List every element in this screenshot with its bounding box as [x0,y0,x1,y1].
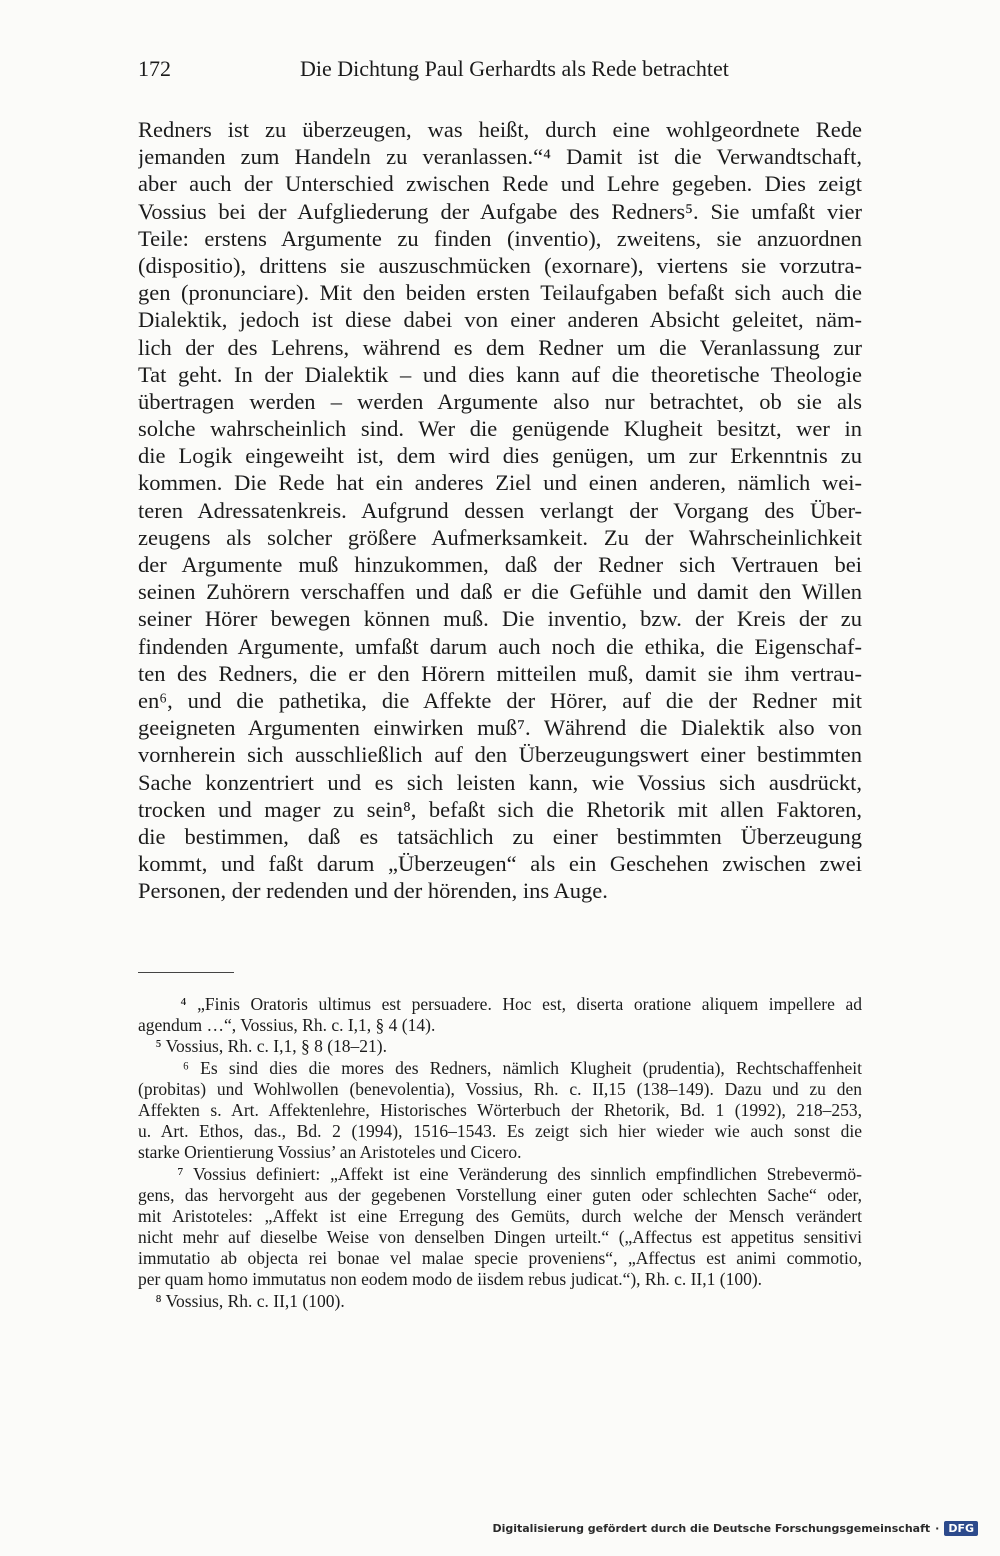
footnote-line: Affekten s. Art. Affektenlehre, Historisches Wörterbuch der Rhetorik, Bd. 1 (1992), 218–253, [138,1099,862,1120]
body-line: solche wahrscheinlich sind. Wer die genügende Klugheit besitzt, wer in [138,416,862,442]
footnote-line: u. Art. Ethos, das., Bd. 2 (1994), 1516–1543. Es zeigt sich hier wieder wie auch sonst die [138,1121,862,1142]
body-line: trocken und mager zu sein⁸, befaßt sich die Rhetorik mit allen Faktoren, [138,796,862,822]
body-line: geeigneten Argumenten einwirken muß⁷. Während die Dialektik also von [138,715,862,741]
body-line: Personen, der redenden und der hörenden, ins Auge. [138,878,608,904]
body-line: ten des Redners, die er den Hörern mitteilen muß, damit sie ihm vertrau- [138,660,862,686]
body-line: (dispositio), drittens sie auszuschmücken (exornare), viertens sie vorzutra- [138,252,862,278]
body-line: seiner Hörer bewegen können muß. Die inventio, bzw. der Kreis der zu [138,606,862,632]
digitization-credit [492,1518,978,1538]
body-line: zeugens als solcher größere Aufmerksamkeit. Zu der Wahrscheinlichkeit [138,524,862,550]
footnote-line: ⁷ Vossius definiert: „Affekt ist eine Veränderung des sinnlich empfindlichen Strebevermö- [138,1163,862,1184]
footnotes [138,994,862,1312]
body-line: Vossius bei der Aufgliederung der Aufgabe des Redners⁵. Sie umfaßt vier [138,198,862,224]
footnote-line: starke Orientierung Vossius’ an Aristoteles und Cicero. [138,1142,522,1163]
footnote-line: ⁵ Vossius, Rh. c. I,1, § 8 (18–21). [138,1036,388,1057]
body-line: jemanden zum Handeln zu veranlassen.“⁴ Damit ist die Verwandtschaft, [138,144,862,170]
page-header [138,56,862,88]
body-line: die bestimmen, daß es tatsächlich zu einer bestimmten Überzeugung [138,823,862,849]
body-line: Sache konzentriert und es sich leisten kann, wie Vossius sich ausdrückt, [138,769,862,795]
body-line: en⁶, und die pathetika, die Affekte der Hörer, auf die der Redner mit [138,687,862,713]
body-line: Teile: erstens Argumente zu finden (inventio), zweitens, sie anzuordnen [138,225,862,251]
footnote-line: gens, das hervorgeht aus der gegebenen Vorstellung einer guten oder schlechten Sache“ oder, [138,1184,862,1205]
body-line: übertragen werden – werden Argumente also nur betrachtet, ob sie als [138,388,862,414]
footnote-rule [138,972,234,973]
running-head: Die Dichtung Paul Gerhardts als Rede betrachtet [300,56,729,81]
footnote-line: ⁶ Es sind dies die mores des Redners, nämlich Klugheit (prudentia), Rechtschaffenheit [138,1057,862,1078]
credit-text: Digitalisierung gefördert durch die Deutsche Forschungsgemeinschaft [492,1521,931,1535]
body-line: der Argumente muß hinzukommen, daß der Redner sich Vertrauen bei [138,552,862,577]
body-line: seinen Zuhörern verschaffen und daß er die Gefühle und damit den Willen [138,579,862,605]
body-line: teren Adressatenkreis. Aufgrund dessen verlangt der Vorgang des Über- [138,497,862,523]
body-line: findenden Argumente, umfaßt darum auch noch die ethika, die Eigenschaf- [138,633,862,659]
credit-separator: · [935,1521,940,1535]
footnote-line: ⁴ „Finis Oratoris ultimus est persuadere. Hoc est, diserta oratione aliquem impellere ad [138,994,862,1014]
footnote-line: ⁸ Vossius, Rh. c. II,1 (100). [138,1290,345,1311]
body-line: gen (pronunciare). Mit den beiden ersten Teilaufgaben befaßt sich auch die [138,280,862,306]
body-line: aber auch der Unterschied zwischen Rede und Lehre gegeben. Dies zeigt [138,171,862,197]
body-line: kommt, und faßt darum „Überzeugen“ als ein Geschehen zwischen zwei [138,851,862,877]
body-line: Redners ist zu überzeugen, was heißt, durch eine wohlgeordnete Rede [138,117,862,142]
footnote-line: per quam homo immutatus non eodem modo de iisdem rebus judicat.“), Rh. c. II,1 (100). [138,1269,763,1290]
body-line: lich der des Lehrens, während es dem Redner um die Veranlassung zur [138,334,862,360]
body-line: kommen. Die Rede hat ein anderes Ziel und einen anderen, nämlich wei- [138,470,862,496]
body-line: die Logik eingeweiht ist, dem wird dies genügen, um zur Erkenntnis zu [138,443,862,469]
footnote-line: mit Aristoteles: „Affekt ist eine Erregung des Gemüts, durch welche der Mensch verändert [138,1205,862,1226]
body-line: Tat geht. In der Dialektik – und dies kann auf die theoretische Theologie [138,361,862,387]
footnote-line: agendum …“, Vossius, Rh. c. I,1, § 4 (14). [138,1015,436,1036]
dfg-logo-icon: DFG [944,1521,978,1536]
footnote-line: nicht mehr auf dieselbe Weise von denselben Dingen urteilt.“ („Affectus est appetitus sensitivi [138,1227,862,1248]
page-number: 172 [138,56,171,81]
body-line: vornherein sich ausschließlich auf den Überzeugungswert einer bestimmten [138,742,862,768]
body-text [138,116,862,904]
body-line: Dialektik, jedoch ist diese dabei von einer anderen Absicht geleitet, näm- [138,307,862,333]
footnote-line: immutatio ab objecta rei bonae vel malae specie proveniens“, „Affectus est animi commotio, [138,1248,862,1269]
footnote-line: (probitas) und Wohlwollen (benevolentia), Vossius, Rh. c. II,15 (138–149). Dazu und zu den [138,1078,862,1099]
